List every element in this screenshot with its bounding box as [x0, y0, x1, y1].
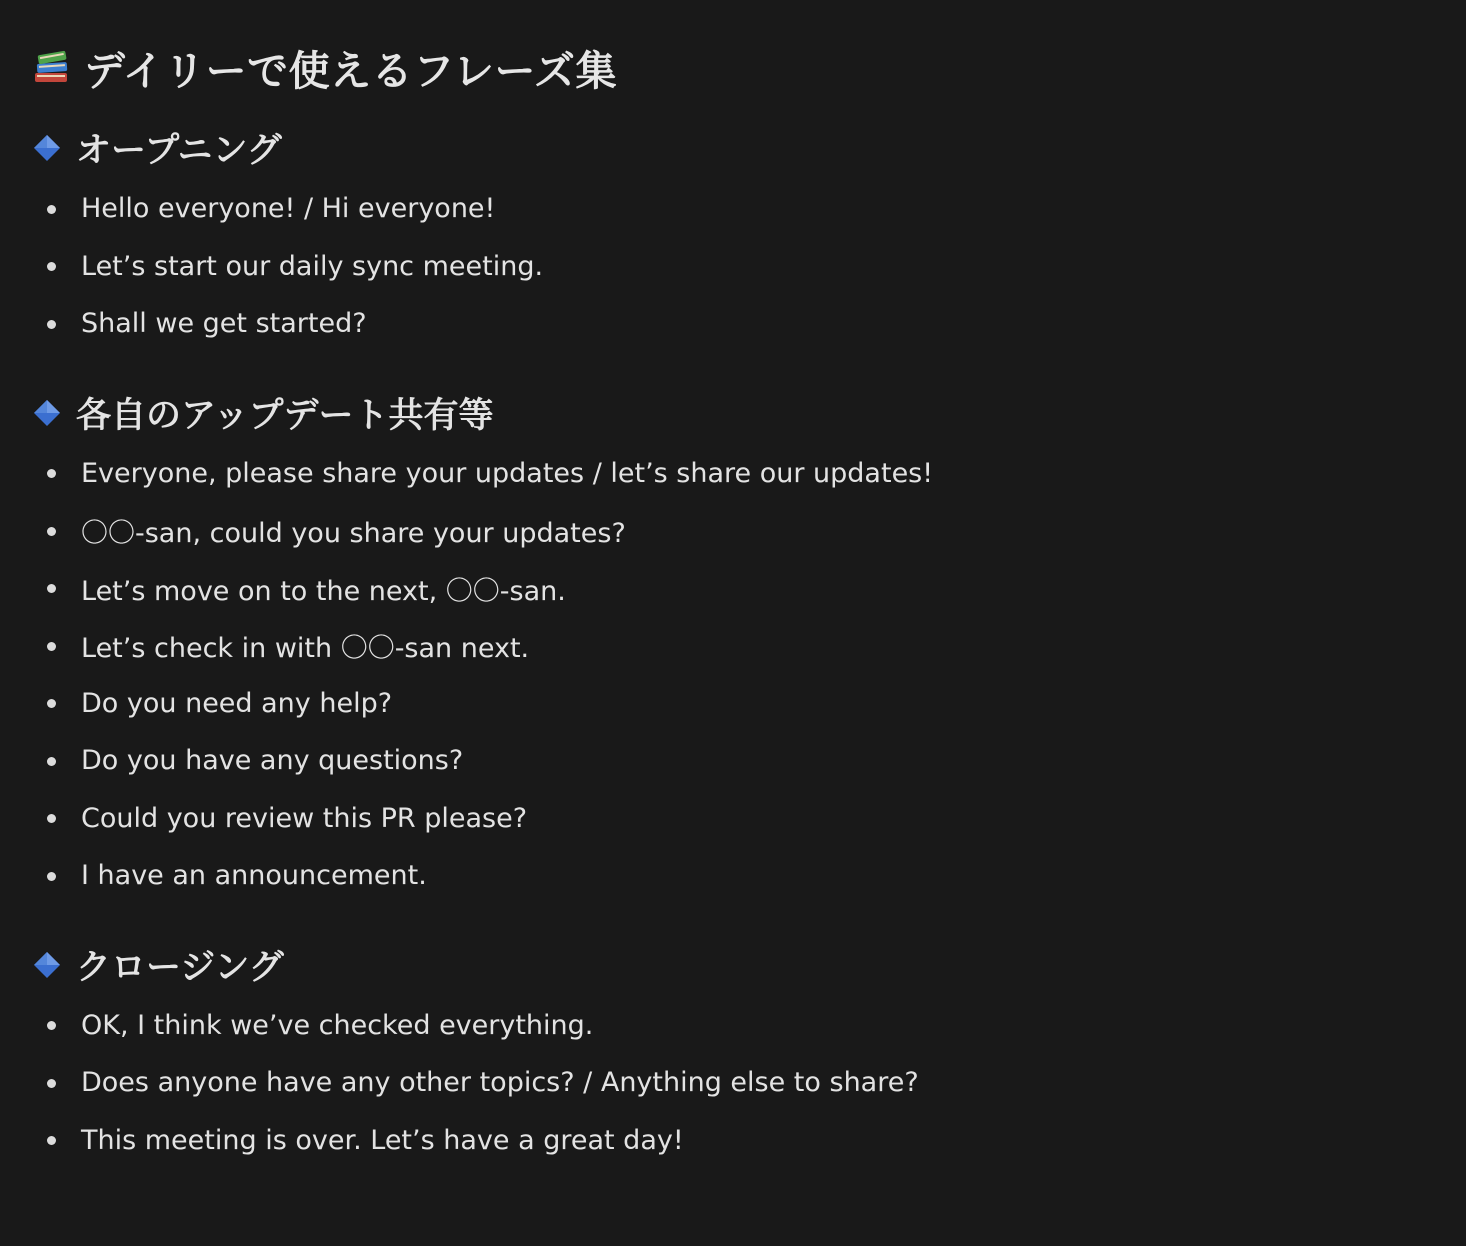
bullet-icon [47, 814, 56, 823]
list-item-text: This meeting is over. Let’s have a great day! [81, 1124, 684, 1156]
bullet-icon [47, 320, 56, 329]
list-item-text: OK, I think we’ve checked everything. [81, 1009, 594, 1041]
list-item-text: Shall we get started? [81, 308, 367, 340]
bullet-icon [47, 872, 56, 881]
section-heading-row [32, 120, 1432, 176]
phrase-list [32, 180, 1432, 353]
list-item [32, 1112, 1432, 1170]
section-updates [32, 385, 1432, 905]
list-item [32, 238, 1432, 296]
list-item-text: Hello everyone! / Hi everyone! [81, 193, 496, 225]
list-item [32, 997, 1432, 1055]
list-item-text: Let’s move on to the next, 〇〇-san. [81, 575, 566, 607]
list-item [32, 1054, 1432, 1112]
list-item [32, 295, 1432, 353]
list-item-text: Let’s start our daily sync meeting. [81, 250, 544, 282]
section-heading: 各自のアップデート共有等 [76, 395, 494, 436]
list-item [32, 847, 1432, 905]
blue-diamond-icon [32, 950, 62, 980]
bullet-icon [47, 642, 56, 651]
page-title: デイリーで使えるフレーズ集 [84, 46, 617, 95]
page-title-row [32, 36, 1432, 98]
bullet-icon [47, 1021, 56, 1030]
bullet-icon [47, 584, 56, 593]
bullet-icon [47, 757, 56, 766]
list-item [32, 502, 1432, 560]
section-heading: オープニング [76, 131, 282, 171]
bullet-icon [47, 1079, 56, 1088]
list-item [32, 617, 1432, 675]
list-item [32, 732, 1432, 790]
list-item-text: Does anyone have any other topics? / Anything else to share? [81, 1067, 919, 1099]
section-opening [32, 120, 1432, 353]
list-item-text: Let’s check in with 〇〇-san next. [81, 633, 530, 665]
phrase-list [32, 445, 1432, 905]
list-item [32, 675, 1432, 733]
list-item-text: Could you review this PR please? [81, 802, 528, 834]
blue-diamond-icon [32, 133, 62, 163]
list-item [32, 790, 1432, 848]
section-closing [32, 937, 1432, 1170]
list-item [32, 445, 1432, 503]
blue-diamond-icon [32, 398, 62, 428]
section-heading-row [32, 937, 1432, 993]
page-content [32, 36, 1432, 1169]
books-icon [32, 47, 72, 87]
bullet-icon [47, 527, 56, 536]
bullet-icon [47, 469, 56, 478]
bullet-icon [47, 205, 56, 214]
bullet-icon [47, 262, 56, 271]
phrase-list [32, 997, 1432, 1170]
list-item [32, 560, 1432, 618]
list-item-text: Everyone, please share your updates / let’s share our updates! [81, 457, 934, 489]
section-heading: クロージング [76, 947, 284, 988]
list-item [32, 180, 1432, 238]
bullet-icon [47, 699, 56, 708]
list-item-text: I have an announcement. [81, 860, 427, 892]
section-heading-row [32, 385, 1432, 441]
bullet-icon [47, 1136, 56, 1145]
list-item-text: 〇〇-san, could you share your updates? [81, 518, 626, 550]
list-item-text: Do you have any questions? [81, 745, 464, 777]
list-item-text: Do you need any help? [81, 687, 393, 719]
